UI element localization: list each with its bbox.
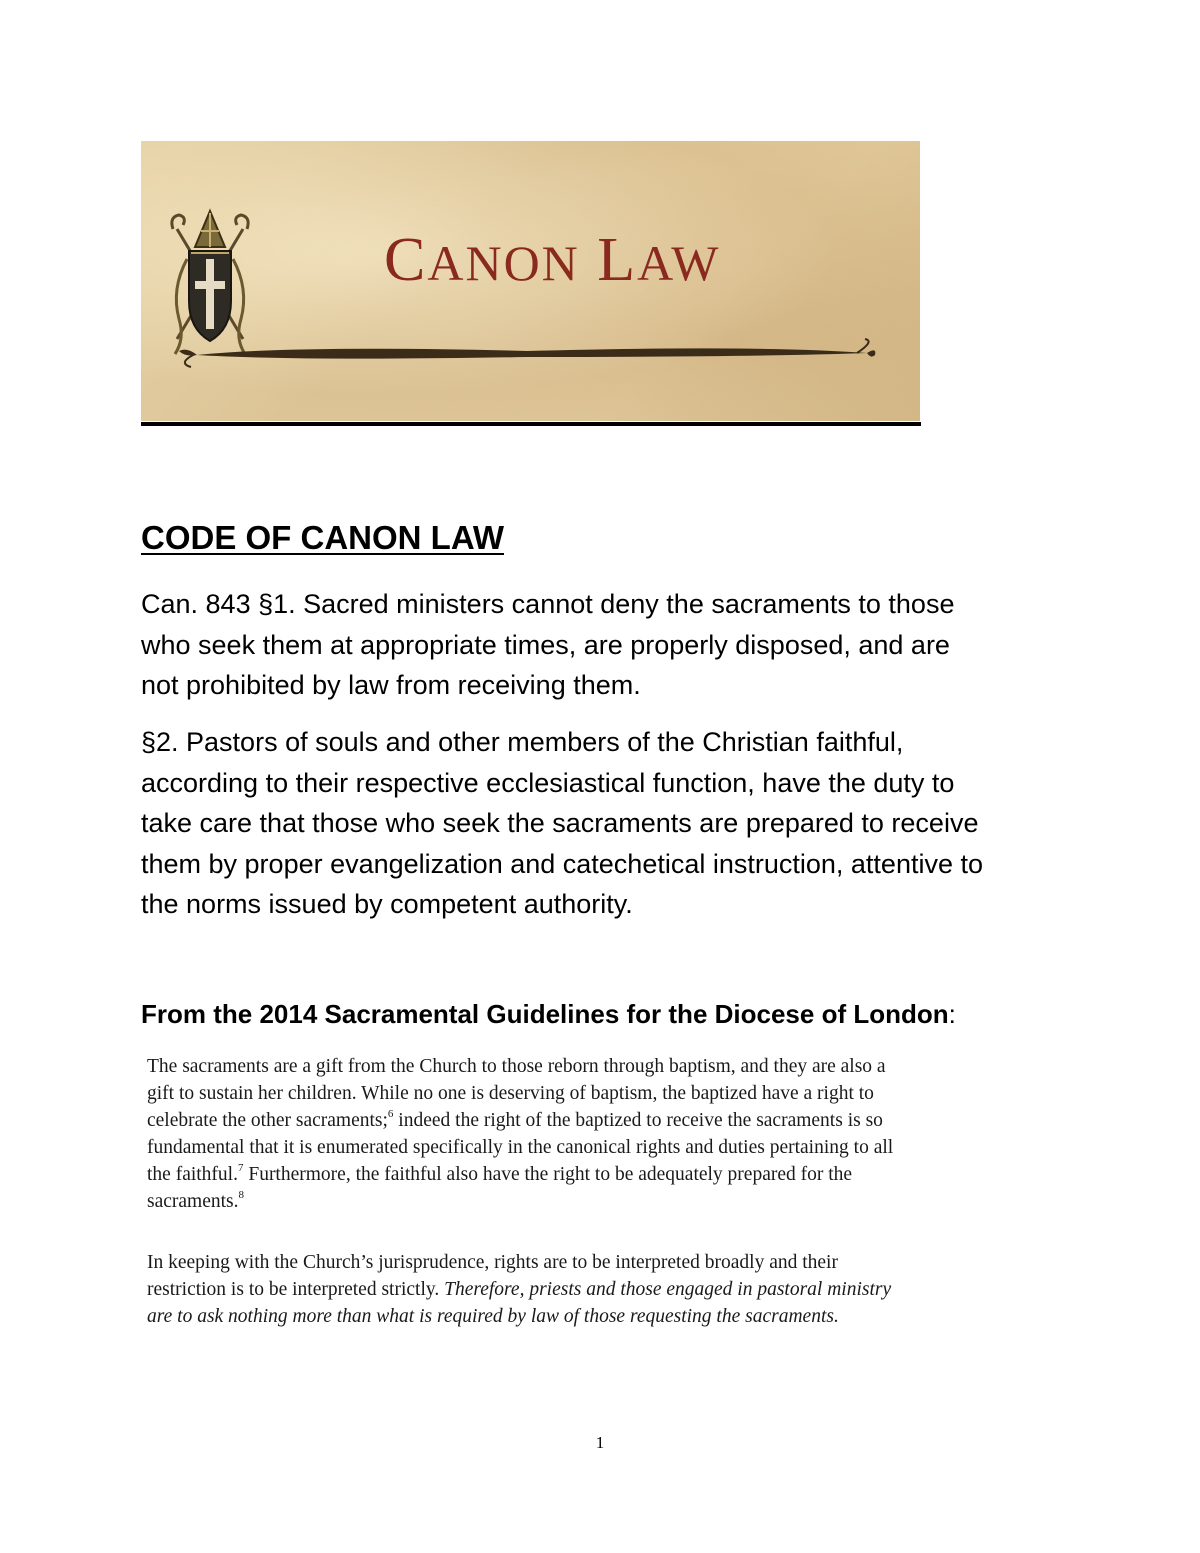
text-line: gift to sustain her children. While no one is deserving of baptism, the baptized have a right to xyxy=(147,1083,874,1104)
text-line: them by proper evangelization and catechetical instruction, attentive to xyxy=(141,848,983,879)
page-title: CODE OF CANON LAW xyxy=(141,519,504,556)
canon-843-section-2 xyxy=(141,722,1081,925)
text-line: fundamental that it is enumerated specifically in the canonical rights and duties pertaining to all xyxy=(147,1137,894,1158)
footnote-marker: 8 xyxy=(238,1189,245,1201)
text-line: are to ask nothing more than what is required by law of those requesting the sacraments. xyxy=(147,1306,839,1327)
text-line: In keeping with the Church’s jurisprudence, rights are to be interpreted broadly and their xyxy=(147,1252,838,1273)
canon-843-section-1 xyxy=(141,584,1081,706)
text-line: sacraments.$^8$ xyxy=(147,1189,245,1212)
canon-law-banner xyxy=(141,141,920,421)
text-line: who seek them at appropriate times, are properly disposed, and are xyxy=(141,629,950,660)
footnote-marker: 6 xyxy=(387,1108,394,1120)
text-line: Can. 843 §1. Sacred ministers cannot deny the sacraments to those xyxy=(141,589,955,619)
text-line: §2. Pastors of souls and other members of the Christian faithful, xyxy=(141,727,904,757)
text-line: The sacraments are a gift from the Church to those reborn through baptism, and they are also a xyxy=(147,1056,886,1077)
text-line: according to their respective ecclesiastical function, have the duty to xyxy=(141,767,955,798)
decorative-flourish-icon xyxy=(177,337,877,371)
guidelines-heading: From the 2014 Sacramental Guidelines for the Diocese of London: xyxy=(141,999,956,1029)
text-line: restriction is to be interpreted strictly. Therefore, priests and those engaged in pastoral ministry xyxy=(147,1279,892,1300)
banner-title: CANON LAW xyxy=(384,226,721,294)
guidelines-quote-2 xyxy=(147,1249,1067,1330)
guidelines-quote-1 xyxy=(147,1053,1067,1215)
banner-divider xyxy=(141,422,921,426)
text-line: not prohibited by law from receiving them. xyxy=(141,670,641,700)
text-line: the norms issued by competent authority. xyxy=(141,889,633,919)
text-line: celebrate the other sacraments;$^6$ indeed the right of the baptized to receive the sacraments is so xyxy=(147,1108,883,1131)
text-line: take care that those who seek the sacraments are prepared to receive xyxy=(141,808,979,838)
footnote-marker: 7 xyxy=(237,1162,244,1174)
text-line: the faithful.$^7$ Furthermore, the faithful also have the right to be adequately prepared for the xyxy=(147,1162,853,1185)
page-number: 1 xyxy=(595,1433,605,1452)
